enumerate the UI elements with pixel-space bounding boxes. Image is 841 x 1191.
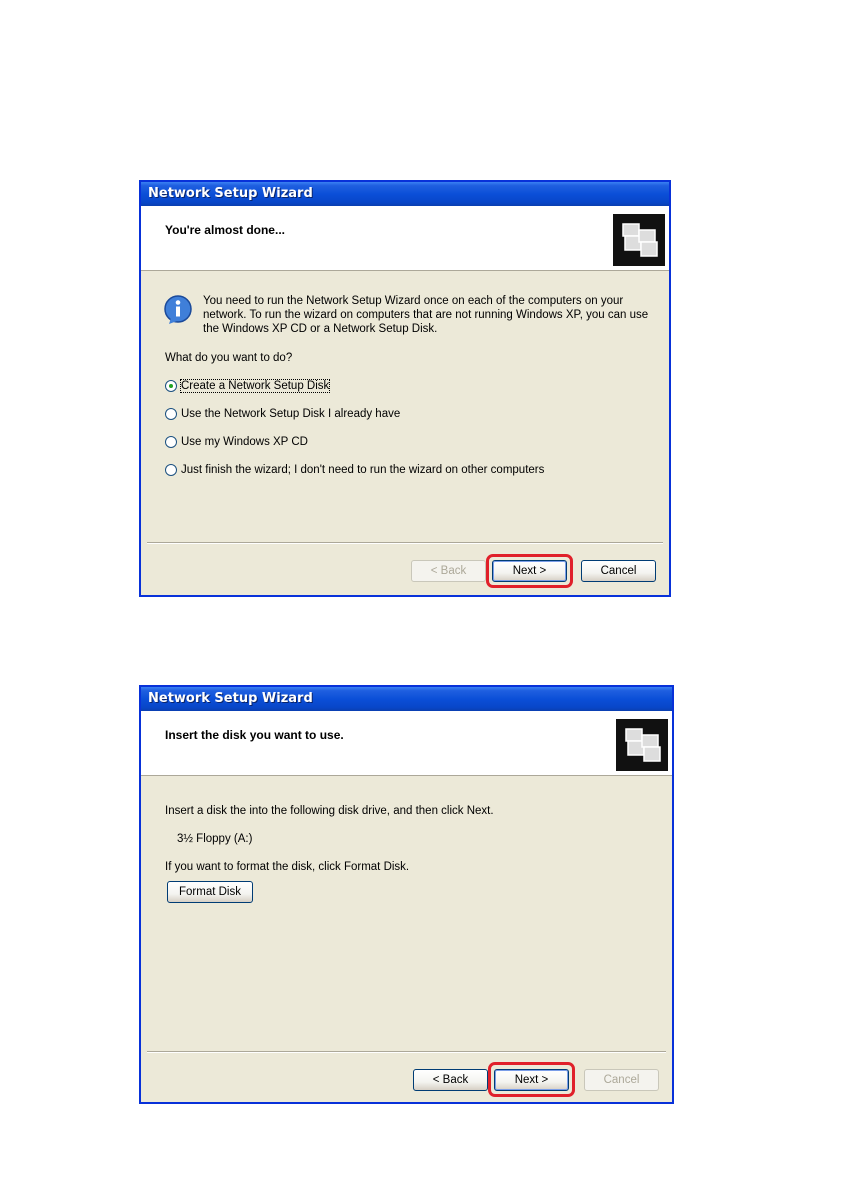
window-title: Network Setup Wizard	[141, 687, 672, 711]
footer-separator	[147, 1051, 666, 1053]
option-label: Use the Network Setup Disk I already have	[181, 408, 401, 420]
cancel-button[interactable]: Cancel	[581, 560, 656, 582]
next-button[interactable]: Next >	[494, 1069, 569, 1091]
next-highlight	[488, 1062, 575, 1097]
footer-separator	[147, 542, 663, 544]
info-icon	[163, 294, 195, 326]
radio-button[interactable]	[165, 408, 177, 420]
question-text: What do you want to do?	[165, 352, 293, 364]
drive-label: 3½ Floppy (A:)	[177, 833, 253, 845]
format-disk-button[interactable]: Format Disk	[167, 881, 253, 903]
option-label: Create a Network Setup Disk	[181, 380, 330, 392]
next-highlight	[486, 554, 573, 588]
option-create-disk[interactable]	[165, 378, 329, 394]
network-computers-icon	[613, 214, 665, 266]
header-title: You're almost done...	[165, 223, 285, 237]
back-button[interactable]: < Back	[411, 560, 486, 582]
network-computers-icon	[616, 719, 668, 771]
radio-button[interactable]	[165, 436, 177, 448]
next-button[interactable]: Next >	[492, 560, 567, 582]
wizard-header	[141, 206, 669, 271]
back-button[interactable]: < Back	[413, 1069, 488, 1091]
header-title: Insert the disk you want to use.	[165, 728, 344, 742]
wizard-window-1	[139, 180, 671, 597]
instruction-text: Insert a disk the into the following disk drive, and then click Next.	[165, 805, 494, 817]
option-use-existing-disk[interactable]	[165, 406, 400, 422]
radio-button[interactable]	[165, 464, 177, 476]
format-hint: If you want to format the disk, click Format Disk.	[165, 861, 410, 873]
option-just-finish[interactable]	[165, 462, 544, 478]
radio-button[interactable]	[165, 380, 177, 392]
option-use-xp-cd[interactable]	[165, 434, 308, 450]
wizard-window-2	[139, 685, 674, 1104]
wizard-header	[141, 711, 672, 776]
info-text: You need to run the Network Setup Wizard once on each of the computers on your network. To run the wizard on computers that are not running Windows XP, you can use the Windows XP CD or a Network Setup Disk.	[203, 295, 649, 335]
option-label: Just finish the wizard; I don't need to run the wizard on other computers	[181, 464, 545, 476]
window-title: Network Setup Wizard	[141, 182, 669, 206]
cancel-button[interactable]: Cancel	[584, 1069, 659, 1091]
option-label: Use my Windows XP CD	[181, 436, 308, 448]
